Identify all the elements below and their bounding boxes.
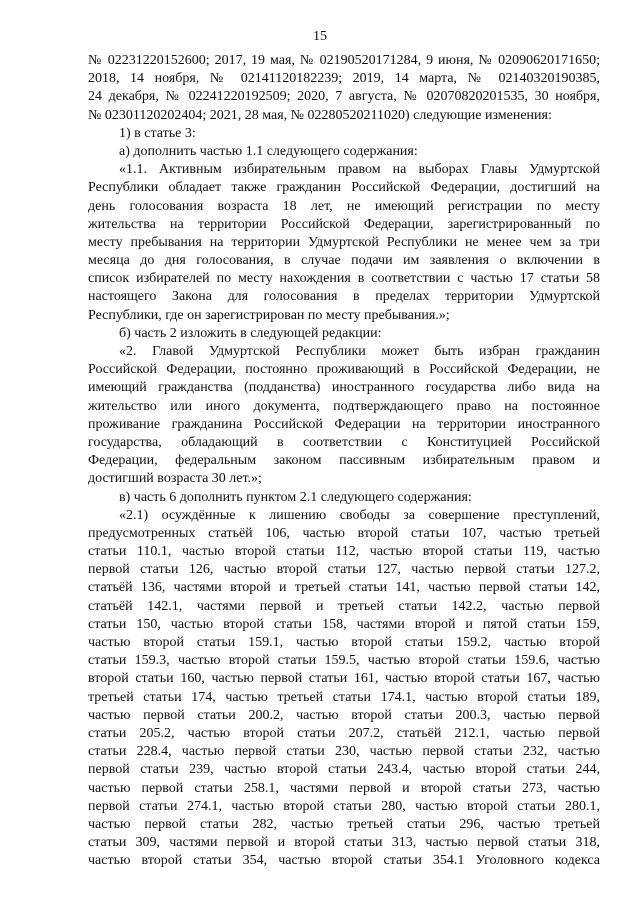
text-line: № 02301120202404; 2021, 28 мая, № 02280520211020) следующие изменения: xyxy=(88,107,552,123)
text-line: статьи 309, частями первой и второй статьи 313, частью первой статьи 318, xyxy=(88,835,600,851)
text-line: «2. Главой Удмуртской Республики может быть избран гражданин xyxy=(119,344,600,359)
text-line: государства, обладающий в соответствии с Конституцией Российской xyxy=(88,434,600,450)
text-line: первой статьи 274.1, частью второй статьи 280, частью второй статьи 280.1, xyxy=(88,798,600,814)
text-line: статьи 110.1, частью второй статьи 112, частью второй статьи 119, частью xyxy=(88,544,600,560)
text-line: жительство или иного документа, подтверждающего право на постоянное xyxy=(88,398,600,414)
text-line: предусмотренных статьёй 106, частью второй статьи 107, частью третьей xyxy=(88,525,600,541)
text-line: третьей статьи 174, частью третьей статьи 174.1, частью второй статьи 189, xyxy=(88,689,600,705)
text-line: месту пребывания на территории Удмуртской Республики не менее чем за три xyxy=(88,234,600,250)
text-line: статьи 205.2, частью второй статьи 207.2, статьёй 212.1, частью первой xyxy=(88,725,600,741)
text-line: Федерации, федеральным законом пассивным избирательным правом и xyxy=(88,453,600,469)
text-line: 24 декабря, № 02241220192509; 2020, 7 августа, № 02070820201535, 30 ноября, xyxy=(88,89,600,105)
text-line: имеющий гражданства (подданства) иностранного государства либо вида на xyxy=(88,380,600,396)
text-line: проживание гражданина Российской Федерации на территории иностранного xyxy=(88,416,600,432)
text-line: день голосования возраста 18 лет, не имеющий регистрации по месту xyxy=(88,198,600,214)
text-line: «2.1) осуждённые к лишению свободы за совершение преступлений, xyxy=(119,507,600,523)
text-line: второй статьи 160, частью первой статьи 161, частью второй статьи 167, частью xyxy=(88,671,600,687)
text-line: первой статьи 239, частью второй статьи 243.4, частью второй статьи 244, xyxy=(88,762,600,778)
text-line: б) часть 2 изложить в следующей редакции: xyxy=(119,325,382,341)
text-line: месяца до дня голосования, в случае подачи им заявления о включении в xyxy=(88,253,600,269)
text-line: 1) в статье 3: xyxy=(119,125,196,141)
text-line: достигший возраста 30 лет.»; xyxy=(88,471,262,487)
document-text xyxy=(88,52,600,870)
text-line: частью первой статьи 258.1, частями первой и второй статьи 273, частью xyxy=(88,780,600,796)
text-line: жительства на территории Российской Федерации, зарегистрированный по xyxy=(88,216,600,232)
text-line: Республики обладает также гражданин Российской Федерации, достигший на xyxy=(88,180,600,196)
text-line: частью первой статьи 200.2, частью второй статьи 200.3, частью первой xyxy=(88,707,600,723)
text-line: в) часть 6 дополнить пунктом 2.1 следующего содержания: xyxy=(119,489,472,505)
text-line: статьи 228.4, частью первой статьи 230, частью первой статьи 232, частью xyxy=(88,744,600,760)
text-line: статьёй 136, частями второй и третьей статьи 141, частью первой статьи 142, xyxy=(88,580,600,596)
text-line: статьёй 142.1, частями первой и третьей статьи 142.2, частью первой xyxy=(88,598,600,614)
text-line: 2018, 14 ноября, № 02141120182239; 2019, 14 марта, № 02140320190385, xyxy=(88,71,600,87)
page-number: 15 xyxy=(313,29,327,44)
text-line: «1.1. Активным избирательным правом на выборах Главы Удмуртской xyxy=(119,162,600,178)
text-line: частью второй статьи 354, частью второй статьи 354.1 Уголовного кодекса xyxy=(88,853,600,869)
text-line: Республики, где он зарегистрирован по месту пребывания.»; xyxy=(88,307,450,323)
text-line: № 02231220152600; 2017, 19 мая, № 02190520171284, 9 июня, № 02090620171650; xyxy=(88,53,600,68)
text-line: а) дополнить частью 1.1 следующего содержания: xyxy=(119,143,418,159)
text-line: Российской Федерации, постоянно проживающий в Российской Федерации, не xyxy=(88,362,600,378)
text-line: список избирателей по месту нахождения в соответствии с частью 17 статьи 58 xyxy=(88,271,600,287)
text-line: частью первой статьи 282, частью третьей статьи 296, частью третьей xyxy=(88,816,600,832)
text-line: первой статьи 126, частью второй статьи 127, частью первой статьи 127.2, xyxy=(88,562,600,578)
text-line: статьи 159.3, частью второй статьи 159.5, частью второй статьи 159.6, частью xyxy=(88,653,600,669)
text-line: статьи 150, частью второй статьи 158, частями второй и пятой статьи 159, xyxy=(88,616,600,632)
text-line: частью второй статьи 159.1, частью второй статьи 159.2, частью второй xyxy=(88,635,600,650)
text-line: настоящего Закона для голосования в пределах территории Удмуртской xyxy=(88,289,600,305)
